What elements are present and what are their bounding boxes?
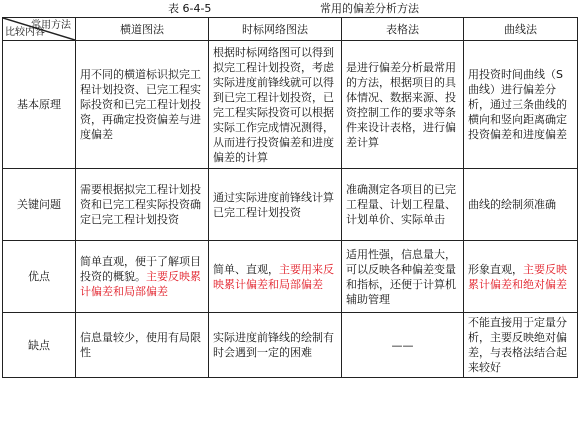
table-title: 常用的偏差分析方法	[320, 2, 419, 15]
header-method-curve: 曲线法	[464, 18, 578, 41]
cell-gantt	[76, 241, 209, 313]
row-label: 缺点	[3, 313, 76, 378]
cell-network	[209, 313, 342, 378]
header-method-gantt: 横道图法	[76, 18, 209, 41]
cell-text: 信息量较少，使用有局限性	[80, 331, 201, 359]
row-principle	[3, 41, 578, 169]
cell-text: 不能直接用于定量分析，主要反映绝对偏差，与表格法结合起来较好	[468, 316, 567, 374]
table-caption	[0, 0, 580, 18]
cell-text: 需要根据拟完工程计划投资和已完工程实际投资确定已完工程计划投资	[80, 183, 201, 226]
cell-curve	[464, 241, 578, 313]
highlight-text: 主要用来反映累计偏差和局部偏差	[213, 262, 334, 291]
cell-text: 形象直观，	[468, 262, 523, 276]
header-row	[3, 18, 578, 41]
cell-network	[209, 169, 342, 241]
cell-text: 是进行偏差分析最常用的方法，根据项目的具体情况、数据来源、投资控制工作的要求等条件来设计表格，进行偏差计算	[346, 60, 456, 149]
row-label: 关键问题	[3, 169, 76, 241]
cell-text: ——	[391, 338, 414, 352]
row-label: 优点	[3, 241, 76, 313]
header-method-network: 时标网络图法	[209, 18, 342, 41]
cell-gantt	[76, 41, 209, 169]
cell-table	[342, 241, 464, 313]
cell-curve	[464, 41, 578, 169]
cell-text: 通过实际进度前锋线计算已完工程计划投资	[213, 190, 334, 219]
cell-text: 实际进度前锋线的绘制有时会遇到一定的困难	[213, 331, 334, 359]
cell-table	[342, 169, 464, 241]
comparison-table	[2, 17, 578, 378]
cell-text: 简单、直观，	[213, 262, 279, 276]
cell-curve	[464, 169, 578, 241]
cell-text: 用不同的横道标识拟完工程计划投资、已完工程实际投资和已完工程计划投资，再确定投资偏差与进度偏差	[80, 68, 201, 141]
cell-curve	[464, 313, 578, 378]
highlight-text: 主要反映累计偏差和绝对偏差	[468, 262, 567, 291]
cell-network	[209, 241, 342, 313]
corner-method-label: 常用方法	[31, 20, 71, 31]
cell-text: 曲线的绘制须准确	[468, 198, 556, 211]
highlight-text: 主要反映累计偏差和局部偏差	[80, 270, 201, 298]
cell-text: 适用性强，信息量大，可以反映各种偏差变量和指标，还便于计算机辅助管理	[346, 247, 456, 306]
cell-text: 简单直观，便于了解项目投资的概貌。	[80, 255, 201, 283]
cell-gantt	[76, 313, 209, 378]
corner-content-label: 比较内容	[5, 27, 45, 38]
row-key-issue	[3, 169, 578, 241]
cell-gantt	[76, 169, 209, 241]
corner-header	[3, 18, 76, 41]
row-label: 基本原理	[3, 41, 76, 169]
cell-table	[342, 313, 464, 378]
row-advantages	[3, 241, 578, 313]
row-disadvantages	[3, 313, 578, 378]
cell-table	[342, 41, 464, 169]
cell-text: 用投资时间曲线（S曲线）进行偏差分析，通过三条曲线的横向和竖向距离确定投资偏差和进度偏差	[468, 68, 567, 141]
cell-text: 准确测定各项目的已完工程量、计划工程量、计划单价、实际单击	[346, 183, 456, 226]
header-method-table: 表格法	[342, 18, 464, 41]
cell-network	[209, 41, 342, 169]
table-number: 表 6-4-5	[168, 2, 212, 15]
cell-text: 根据时标网络图可以得到拟完工程计划投资，考虑实际进度前锋线就可以得到已完工程计划投资，已完工程实际投资可以根据实际工作完成情况测得，从而进行投资偏差和进度偏差的计算	[213, 45, 334, 164]
